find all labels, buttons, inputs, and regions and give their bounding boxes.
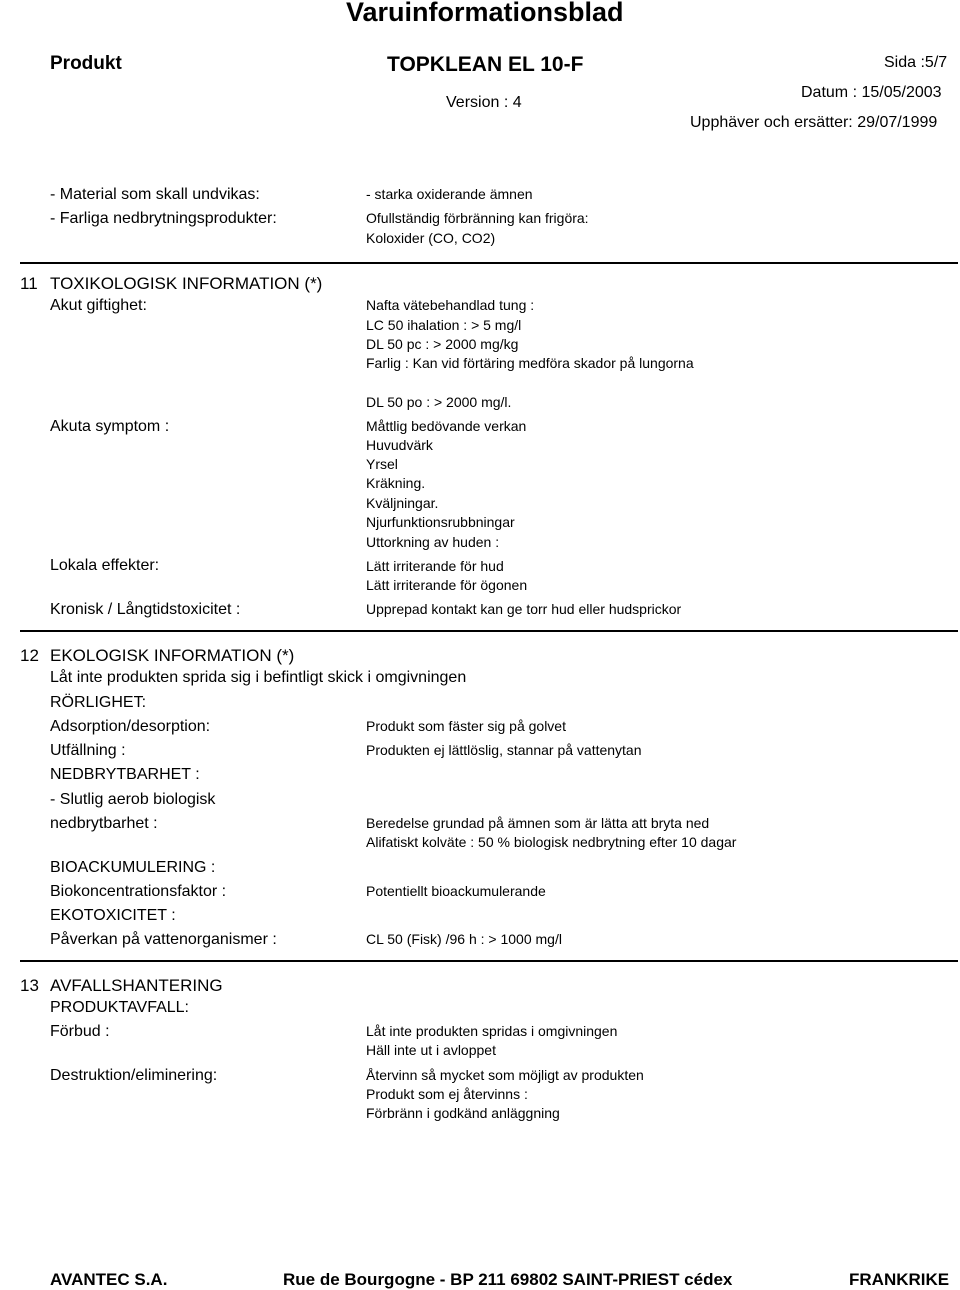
acute-toxicity-oral: DL 50 po : > 2000 mg/l.	[366, 394, 512, 410]
local-effects-label: Lokala effekter:	[50, 557, 160, 574]
acute-symptom: Kväljningar.	[366, 495, 439, 511]
ecotoxicity-heading: EKOTOXICITET :	[50, 907, 176, 924]
bioaccumulation-heading: BIOACKUMULERING :	[50, 859, 216, 876]
section-12-title: EKOLOGISK INFORMATION (*)	[50, 646, 295, 665]
acute-toxicity-label: Akut giftighet:	[50, 297, 147, 314]
acute-toxicity-value: Nafta vätebehandlad tung :	[366, 297, 535, 313]
mobility-heading: RÖRLIGHET:	[50, 694, 147, 711]
bcf-value: Potentiellt bioackumulerande	[366, 883, 546, 899]
disposal-label: Destruktion/eliminering:	[50, 1067, 218, 1084]
aquatic-effect-value: CL 50 (Fisk) /96 h : > 1000 mg/l	[366, 931, 562, 947]
hazardous-decomp-value: Ofullständig förbränning kan frigöra:	[366, 210, 589, 226]
footer-address: Rue de Bourgogne - BP 211 69802 SAINT-PRIEST cédex	[283, 1270, 733, 1289]
acute-toxicity-value: Farlig : Kan vid förtäring medföra skador på lungorna	[366, 355, 694, 371]
aerobic-degradation-value: Beredelse grundad på ämnen som är lätta att bryta ned	[366, 815, 710, 831]
materials-avoid-value: - starka oxiderande ämnen	[366, 186, 533, 202]
adsorption-value: Produkt som fäster sig på golvet	[366, 718, 566, 734]
aerobic-degradation-label: - Slutlig aerob biologisk	[50, 791, 216, 808]
acute-symptom: Uttorkning av huden :	[366, 534, 500, 550]
prohibition-value: Häll inte ut i avloppet	[366, 1042, 496, 1058]
disposal-value: Återvinn så mycket som möjligt av produkten	[366, 1067, 644, 1083]
acute-symptoms-label: Akuta symptom :	[50, 418, 170, 435]
section-divider	[20, 960, 958, 962]
precipitation-label: Utfällning :	[50, 742, 126, 759]
acute-symptom: Måttlig bedövande verkan	[366, 418, 527, 434]
prohibition-label: Förbud :	[50, 1023, 110, 1040]
acute-toxicity-value: LC 50 ihalation : > 5 mg/l	[366, 317, 522, 333]
bcf-label: Biokoncentrationsfaktor :	[50, 883, 227, 900]
acute-symptom: Kräkning.	[366, 475, 426, 491]
hazardous-decomp-label: - Farliga nedbrytningsprodukter:	[50, 210, 277, 227]
product-label: Produkt	[50, 53, 122, 74]
page-number: Sida :5/7	[884, 54, 948, 71]
section-divider	[20, 630, 958, 632]
version: Version : 4	[446, 94, 522, 111]
aerobic-degradation-label: nedbrytbarhet :	[50, 815, 158, 832]
footer-country: FRANKRIKE	[849, 1270, 950, 1289]
hazardous-decomp-value: Koloxider (CO, CO2)	[366, 230, 496, 246]
chronic-toxicity-value: Upprepad kontakt kan ge torr hud eller hudsprickor	[366, 601, 682, 617]
section-divider	[20, 262, 958, 264]
chronic-toxicity-label: Kronisk / Långtidstoxicitet :	[50, 601, 241, 618]
acute-symptom: Njurfunktionsrubbningar	[366, 514, 515, 530]
adsorption-label: Adsorption/desorption:	[50, 718, 211, 735]
degradability-heading: NEDBRYTBARHET :	[50, 766, 200, 783]
materials-avoid-label: - Material som skall undvikas:	[50, 186, 260, 203]
local-effect: Lätt irriterande för ögonen	[366, 577, 528, 593]
acute-symptom: Yrsel	[366, 456, 398, 472]
product-waste-heading: PRODUKTAVFALL:	[50, 999, 189, 1016]
product-name: TOPKLEAN EL 10-F	[387, 53, 584, 76]
disposal-value: Förbränn i godkänd anläggning	[366, 1105, 560, 1121]
eco-intro: Låt inte produkten sprida sig i befintligt skick i omgivningen	[50, 669, 467, 686]
supersedes-date: Upphäver och ersätter: 29/07/1999	[690, 114, 938, 131]
section-13-title: AVFALLSHANTERING	[50, 976, 223, 995]
prohibition-value: Låt inte produkten spridas i omgivningen	[366, 1023, 618, 1039]
acute-symptom: Huvudvärk	[366, 437, 433, 453]
footer-company: AVANTEC S.A.	[50, 1270, 168, 1289]
disposal-value: Produkt som ej återvinns :	[366, 1086, 528, 1102]
local-effect: Lätt irriterande för hud	[366, 558, 504, 574]
acute-toxicity-value: DL 50 pc : > 2000 mg/kg	[366, 336, 519, 352]
section-12-number: 12	[20, 646, 39, 665]
precipitation-value: Produkten ej lättlöslig, stannar på vattenytan	[366, 742, 642, 758]
aquatic-effect-label: Påverkan på vattenorganismer :	[50, 931, 277, 948]
section-13-number: 13	[20, 976, 39, 995]
date: Datum : 15/05/2003	[801, 84, 942, 101]
section-11-title: TOXIKOLOGISK INFORMATION (*)	[50, 274, 323, 293]
section-11-number: 11	[20, 274, 38, 293]
aerobic-degradation-value: Alifatiskt kolväte : 50 % biologisk nedbrytning efter 10 dagar	[366, 834, 737, 850]
document-title: Varuinformationsblad	[346, 0, 624, 27]
